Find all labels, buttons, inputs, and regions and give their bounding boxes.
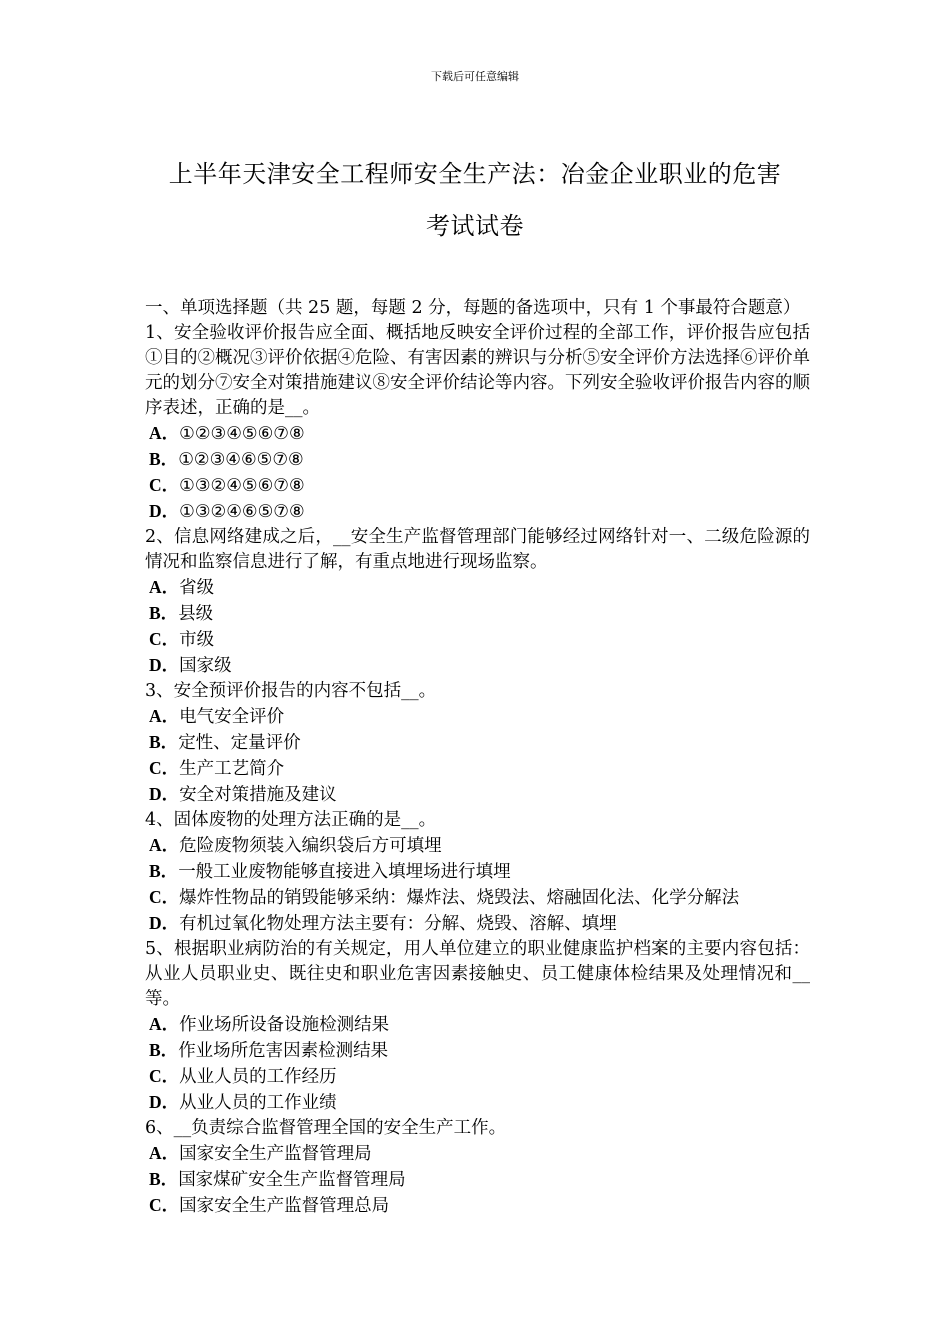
document-title [120,148,830,252]
option-letter: A． [149,577,180,597]
question-stem: 5、根据职业病防治的有关规定，用人单位建立的职业健康监护档案的主要内容包括：从业人员职业史、既往史和职业危害因素接触史、员工健康体检结果及处理情况和__等。 [145,939,810,1009]
answer-option [145,499,810,525]
option-letter: B． [149,861,179,881]
question-stem: 3、安全预评价报告的内容不包括__。 [145,681,437,701]
answer-option [145,421,810,447]
question-block [145,937,810,1116]
option-text: 国家煤矿安全生产监督管理局 [178,1170,406,1190]
document-body [145,296,810,1219]
question-stem: 4、固体废物的处理方法正确的是__。 [145,810,437,830]
answer-option [145,1012,810,1038]
title-line-2: 考试试卷 [426,212,524,240]
answer-option [145,730,810,756]
question-stem: 1、安全验收评价报告应全面、概括地反映安全评价过程的全部工作，评价报告应包括①目的②概况③评价依据④危险、有害因素的辨识与分析⑤安全评价方法选择⑥评价单元的划分⑦安全对策措施建议⑧安全评价结论等内容。下列安全验收评价报告内容的顺序表述，正确的是__。 [145,323,810,418]
answer-option [145,601,810,627]
question-block [145,525,810,679]
option-letter: C． [149,629,180,649]
question-stem: 2、信息网络建成之后，__安全生产监督管理部门能够经过网络针对一、二级危险源的情况和监察信息进行了解，有重点地进行现场监察。 [145,527,810,572]
header-note: 下载后可任意编辑 [431,70,519,83]
option-letter: A． [149,423,180,443]
option-text: 国家安全生产监督管理局 [179,1144,372,1164]
answer-option [145,473,810,499]
option-letter: D． [149,501,180,521]
option-letter: C． [149,758,180,778]
answer-option [145,575,810,601]
option-text: ①②③④⑤⑥⑦⑧ [179,424,305,444]
option-text: 一般工业废物能够直接进入填埋场进行填埋 [178,862,511,882]
answer-option [145,1167,810,1193]
option-text: 定性、定量评价 [178,733,301,753]
answer-option [145,627,810,653]
option-text: 作业场所危害因素检测结果 [178,1041,389,1061]
answer-option [145,653,810,679]
option-text: 省级 [179,578,215,598]
question-block [145,808,810,937]
answer-option [145,911,810,937]
option-letter: D． [149,1092,180,1112]
answer-option [145,1090,810,1116]
option-text: 电气安全评价 [179,707,285,727]
answer-option [145,447,810,473]
option-text: ①③②④⑤⑥⑦⑧ [179,476,305,496]
answer-option [145,1038,810,1064]
option-letter: B． [149,732,179,752]
answer-option [145,1193,810,1219]
question-stem: 6、__负责综合监督管理全国的安全生产工作。 [145,1118,507,1138]
option-text: ①②③④⑥⑤⑦⑧ [178,450,304,470]
option-letter: A． [149,706,180,726]
option-letter: D． [149,784,180,804]
answer-option [145,1141,810,1167]
option-text: 生产工艺简介 [179,759,285,779]
option-letter: C． [149,887,180,907]
option-text: 安全对策措施及建议 [179,785,337,805]
option-letter: C． [149,1066,180,1086]
question-block [145,1116,810,1219]
option-letter: B． [149,1169,179,1189]
option-letter: C． [149,1195,180,1215]
answer-option [145,704,810,730]
option-text: 爆炸性物品的销毁能够采纳：爆炸法、烧毁法、熔融固化法、化学分解法 [179,888,740,908]
answer-option [145,859,810,885]
option-text: 作业场所设备设施检测结果 [179,1015,390,1035]
option-text: 县级 [178,604,214,624]
question-block [145,679,810,808]
option-text: 有机过氧化物处理方法主要有：分解、烧毁、溶解、填埋 [179,914,617,934]
option-text: 国家级 [179,656,232,676]
option-letter: B． [149,603,179,623]
option-letter: A． [149,1014,180,1034]
option-text: 从业人员的工作业绩 [179,1093,337,1113]
answer-option [145,756,810,782]
section-heading: 一、单项选择题（共 25 题，每题 2 分，每题的备选项中，只有 1 个事最符合题意） [145,298,801,318]
question-block [145,321,810,525]
option-letter: B． [149,1040,179,1060]
option-letter: B． [149,449,179,469]
option-text: 市级 [179,630,215,650]
option-letter: C． [149,475,180,495]
option-letter: A． [149,1143,180,1163]
question-list [145,321,810,1219]
option-letter: A． [149,835,180,855]
answer-option [145,1064,810,1090]
option-text: ①③②④⑥⑤⑦⑧ [179,502,305,522]
option-text: 危险废物须装入编织袋后方可填埋 [179,836,442,856]
answer-option [145,833,810,859]
option-text: 国家安全生产监督管理总局 [179,1196,390,1216]
option-letter: D． [149,655,180,675]
answer-option [145,782,810,808]
answer-option [145,885,810,911]
option-letter: D． [149,913,180,933]
title-line-1: 上半年天津安全工程师安全生产法：冶金企业职业的危害 [168,160,782,188]
option-text: 从业人员的工作经历 [179,1067,337,1087]
